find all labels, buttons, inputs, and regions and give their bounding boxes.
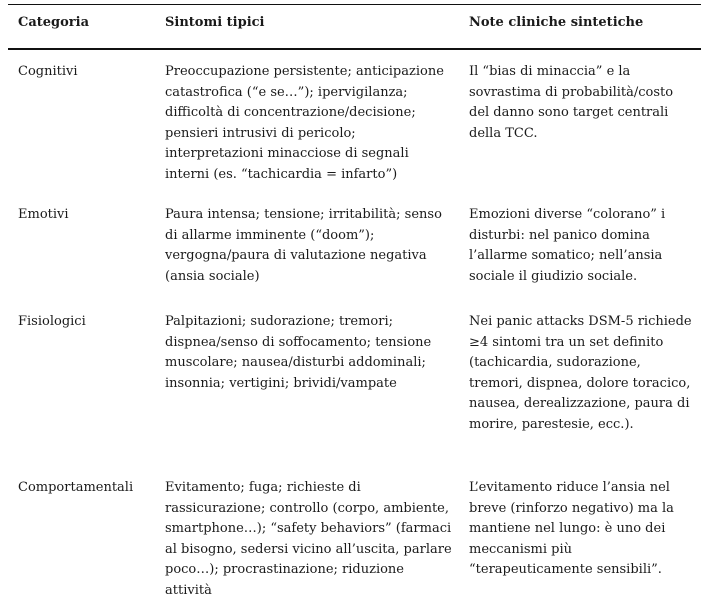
symptoms-line: interpretazioni minacciose di segnali (165, 146, 409, 161)
symptoms-line: Preoccupazione persistente; anticipazione (165, 64, 444, 79)
header-notes: Note cliniche sintetiche (469, 15, 644, 30)
symptoms-line: pensieri intrusivi di pericolo; (165, 125, 356, 141)
notes-line: Il “bias di minaccia” e la (469, 64, 631, 79)
notes-line: del danno sono target centrali (469, 105, 669, 120)
row-symptoms (165, 205, 442, 287)
notes-line: Emozioni diverse “colorano” i (469, 207, 666, 222)
header-category: Categoria (18, 15, 90, 30)
symptoms-line: di allarme imminente (“doom”); (165, 227, 375, 243)
header-symptoms: Sintomi tipici (165, 15, 265, 30)
row-symptoms (165, 312, 431, 394)
notes-line: mantiene nel lungo: è uno dei (469, 521, 666, 536)
symptoms-line: al bisogno, sedersi vicino all’uscita, parlare (165, 541, 452, 557)
symptoms-line: vergogna/paura di valutazione negativa (165, 248, 427, 263)
notes-line: sovrastima di probabilità/costo (469, 84, 674, 100)
symptoms-line: Paura intensa; tensione; irritabilità; senso (165, 207, 442, 222)
notes-line: breve (rinforzo negativo) ma la (469, 500, 674, 516)
row-category: Comportamentali (18, 480, 134, 495)
symptoms-line: smartphone…); “safety behaviors” (farmaci (165, 521, 452, 536)
notes-line: della TCC. (469, 125, 538, 141)
symptoms-line: catastrofica (“e se…”); ipervigilanza; (165, 84, 408, 100)
symptoms-line: poco…); procrastinazione; riduzione (165, 562, 405, 577)
symptoms-line: muscolare; nausea/disturbi addominali; (165, 355, 426, 370)
header-bottom-rule (8, 48, 701, 50)
notes-line: morire, parestesie, ecc.). (469, 416, 634, 432)
notes-line: L’evitamento riduce l’ansia nel (469, 480, 670, 495)
notes-line: ≥4 sintomi tra un set definito (469, 334, 664, 350)
symptoms-line: Evitamento; fuga; richieste di (165, 480, 361, 495)
symptoms-line: rassicurazione; controllo (corpo, ambiente, (165, 500, 449, 516)
notes-line: sociale il giudizio sociale. (469, 268, 638, 284)
notes-line: disturbi: nel panico domina (469, 227, 650, 243)
notes-line: meccanismi più (469, 541, 573, 557)
row-symptoms (165, 62, 444, 185)
symptoms-line: Palpitazioni; sudorazione; tremori; (165, 314, 394, 329)
symptoms-line: dispnea/senso di soffocamento; tensione (165, 334, 432, 350)
notes-line: Nei panic attacks DSM-5 richiede (469, 314, 692, 329)
symptoms-line: interni (es. “tachicardia = infarto”) (165, 166, 398, 182)
symptoms-line: (ansia sociale) (165, 268, 260, 284)
table-top-rule (8, 4, 701, 5)
row-category: Cognitivi (18, 64, 78, 79)
notes-line: tremori, dispnea, dolore toracico, (469, 375, 691, 391)
notes-line: l’allarme somatico; nell’ansia (469, 248, 663, 263)
row-notes (469, 312, 692, 435)
notes-line: (tachicardia, sudorazione, (469, 355, 641, 370)
symptoms-line: insonnia; vertigini; brividi/vampate (165, 375, 397, 391)
row-notes (469, 205, 665, 287)
row-category: Emotivi (18, 207, 69, 222)
notes-line: “terapeuticamente sensibili”. (469, 562, 662, 577)
symptoms-line: difficoltà di concentrazione/decisione; (165, 105, 416, 120)
row-symptoms (165, 478, 452, 601)
symptoms-line: attività (165, 582, 212, 598)
row-notes (469, 62, 673, 144)
row-category: Fisiologici (18, 314, 86, 329)
notes-line: nausea, derealizzazione, paura di (469, 396, 690, 411)
row-notes (469, 478, 674, 581)
